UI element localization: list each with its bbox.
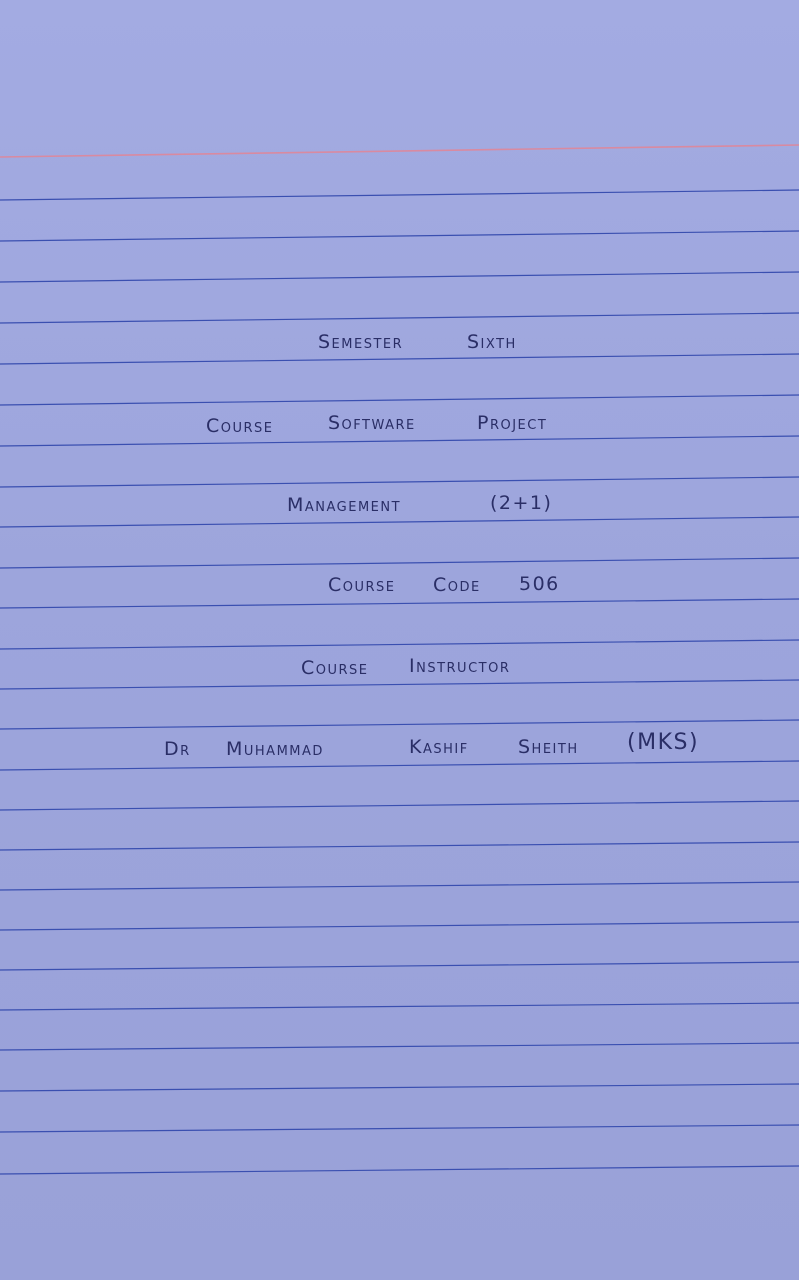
rule-line: [0, 761, 799, 770]
rule-line: [0, 436, 799, 446]
rule-line: [0, 1166, 799, 1174]
rule-line: [0, 395, 799, 405]
rule-line: [0, 231, 799, 241]
rule-line: [0, 640, 799, 649]
rule-line: [0, 1084, 799, 1091]
instructor-first-name: Muhammad: [226, 738, 324, 760]
rule-line: [0, 313, 799, 323]
instructor-initials: (MKS): [627, 730, 700, 755]
rule-line: [0, 517, 799, 527]
course-label: Course: [206, 415, 274, 437]
semester-label: Semester: [318, 331, 404, 353]
rule-line: [0, 922, 799, 930]
instructor-heading-word-1: Course: [301, 657, 369, 679]
rule-line: [0, 558, 799, 568]
course-name-word-2: Project: [477, 412, 548, 434]
rule-line: [0, 272, 799, 282]
rule-line: [0, 1003, 799, 1010]
course-name-word-1: Software: [328, 412, 416, 434]
rule-line: [0, 354, 799, 364]
credit-hours: (2+1): [490, 492, 553, 514]
course-name-word-3: Management: [287, 494, 402, 516]
rule-line: [0, 962, 799, 970]
rule-line: [0, 882, 799, 890]
rule-line: [0, 190, 799, 200]
rule-line: [0, 720, 799, 729]
rule-line: [0, 477, 799, 487]
rule-line: [0, 599, 799, 608]
rule-line: [0, 1043, 799, 1050]
semester-value: Sixth: [467, 331, 517, 353]
instructor-last-name: Sheith: [518, 736, 579, 758]
instructor-middle-name: Kashif: [409, 736, 469, 758]
rule-line: [0, 842, 799, 850]
margin-line: [0, 145, 799, 157]
rule-line: [0, 801, 799, 810]
instructor-title: Dr: [164, 738, 191, 760]
rule-line: [0, 680, 799, 689]
course-code-word-2: Code: [433, 574, 481, 596]
rule-line: [0, 1125, 799, 1132]
course-code-value: 506: [519, 573, 560, 595]
course-code-word-1: Course: [328, 574, 396, 596]
instructor-heading-word-2: Instructor: [409, 655, 511, 677]
